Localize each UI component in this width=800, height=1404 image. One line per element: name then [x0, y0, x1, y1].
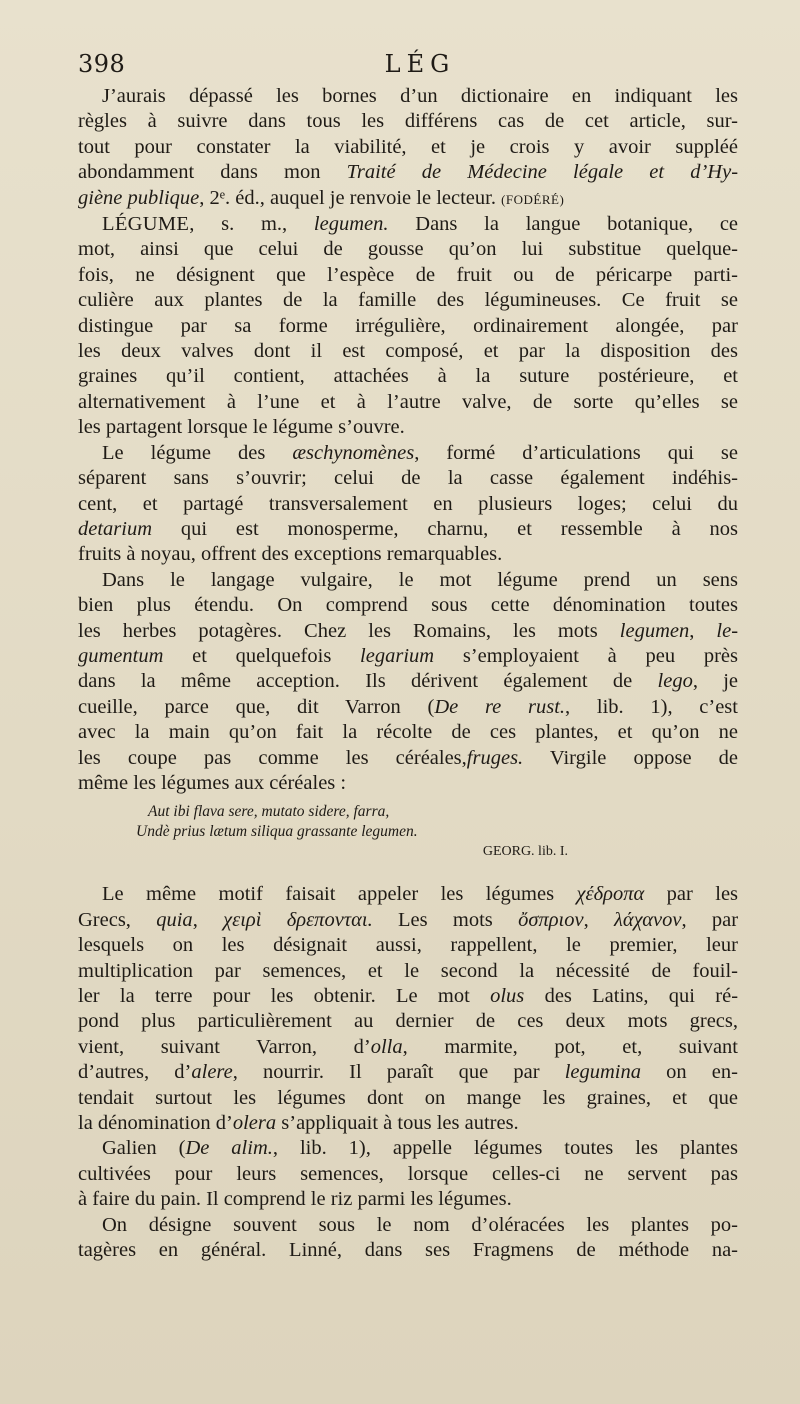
- text-line: [78, 984, 738, 1009]
- text-run: Galien (: [102, 1137, 186, 1160]
- text-run: , s. m.,: [189, 213, 288, 236]
- text-line: On désigne souvent sous le nom d’oléracées les plantes po-: [102, 1213, 738, 1236]
- text-run: d’autres, d’: [78, 1061, 192, 1084]
- latin-term: alere: [191, 1061, 233, 1084]
- latin-term: legumina: [564, 1061, 641, 1084]
- text-run: s’appliquait à tous les autres.: [281, 1112, 519, 1135]
- text-line: tagères en général. Linné, dans ses Fragmens de méthode na-: [78, 1239, 738, 1262]
- text-run: , marmite, pot, et, suivant: [402, 1035, 738, 1058]
- paragraph-galien: [78, 1136, 738, 1212]
- text-line: [78, 695, 738, 720]
- latin-term: le-: [716, 619, 739, 642]
- text-line: Dans le langage vulgaire, le mot légume prend un sens: [102, 568, 738, 591]
- text-line: [78, 1111, 738, 1136]
- quotation-source: GEORG. lib. I.: [482, 844, 568, 860]
- text-line: graines qu’il contient, attachées à la suture postérieure, et: [78, 365, 738, 388]
- text-run: Dans la langue botanique, ce: [415, 213, 739, 236]
- text-line: tout pour constater la viabilité, et je crois y avoir suppléé: [78, 135, 738, 158]
- text-run: , lib. 1), c’est: [565, 695, 738, 718]
- latin-term: legumen.: [313, 213, 389, 236]
- text-run: qui est monosperme, charnu, et ressemble à nos: [180, 517, 738, 540]
- text-run: ,: [689, 619, 695, 642]
- latin-term: gumentum: [78, 644, 164, 667]
- text-line: fruits à noyau, offrent des exceptions remarquables.: [78, 543, 503, 566]
- text-line: [78, 908, 738, 933]
- text-line: alternativement à l’une et à l’autre valve, de sorte qu’elles se: [78, 390, 738, 413]
- text-line: [78, 882, 738, 907]
- paragraph-greek-terms: [78, 882, 738, 1136]
- text-run: les herbes potagères. Chez les Romains, les mots: [78, 619, 598, 642]
- running-head: LÉG: [384, 50, 456, 78]
- text-run: , formé d’articulations qui se: [414, 441, 738, 464]
- text-run: ler la terre pour les obtenir. Le mot: [78, 985, 470, 1007]
- text-line: lesquels on les désignait aussi, rappellent, le premier, leur: [78, 934, 738, 957]
- text-run: , lib. 1), appelle légumes toutes les plantes: [272, 1137, 738, 1160]
- paragraph-exceptions: [78, 441, 738, 568]
- greek-term: χέδροπα: [576, 883, 645, 906]
- paragraph-legume-definition: [78, 212, 738, 441]
- text-run: dans la même acception. Ils dérivent également de: [78, 670, 633, 693]
- text-line: cultivées pour leurs semences, lorsque celles-ci ne servent pas: [78, 1162, 738, 1185]
- greek-term: λάχανον: [614, 908, 682, 931]
- text-run: s’employaient à peu près: [462, 644, 738, 667]
- text-run: Le légume des: [102, 441, 266, 464]
- text-line: fois, ne désignent que l’espèce de fruit ou de péricarpe parti-: [78, 263, 738, 286]
- page-header: [78, 50, 762, 84]
- text-run: , par: [681, 908, 739, 931]
- latin-term: legarium: [360, 644, 435, 667]
- text-line: [78, 1060, 738, 1085]
- text-run: Grecs,: [78, 908, 131, 931]
- text-run: Le même motif faisait appeler les légumes: [102, 883, 555, 906]
- latin-term: legumen: [619, 619, 690, 642]
- text-run: abondamment dans mon: [78, 161, 321, 184]
- text-line: les partagent lorsque le légume s’ouvre.: [78, 416, 405, 439]
- text-line: J’aurais dépassé les bornes d’un dictionaire en indiquant les: [102, 85, 738, 107]
- text-line: avec la main qu’on fait la récolte de ces plantes, et qu’on ne: [78, 721, 738, 744]
- text-run: , je: [692, 670, 739, 693]
- latin-term: fruges.: [466, 746, 524, 769]
- verse-line: Aut ibi flava sere, mutato sidere, farra,: [148, 803, 390, 821]
- author-signature: (FODÉRÉ): [501, 191, 565, 207]
- greek-term: χειρὶ δρεπονται.: [223, 908, 373, 931]
- text-run: des Latins, qui ré-: [544, 985, 739, 1007]
- book-title: giène publique: [78, 186, 200, 209]
- text-run: et quelquefois: [192, 644, 332, 667]
- latin-term: detarium: [78, 517, 153, 540]
- latin-term: olus: [490, 985, 525, 1007]
- text-line: [78, 186, 738, 212]
- latin-quotation: [78, 802, 738, 862]
- text-line: même les légumes aux céréales :: [78, 771, 347, 794]
- text-run: cueille, parce que, dit Varron (: [78, 695, 435, 718]
- paragraph-langage-vulgaire: [78, 568, 738, 797]
- text-run: , nourrir. Il paraît que par: [232, 1061, 540, 1084]
- text-run: par les: [666, 883, 739, 906]
- text-line: à faire du pain. Il comprend le riz parmi les légumes.: [78, 1188, 512, 1211]
- text-line: mot, ainsi que celui de gousse qu’on lui substitue quelque-: [78, 238, 738, 261]
- text-line: règles à suivre dans tous les différens cas de cet article, sur-: [78, 110, 738, 133]
- text-line: séparent sans s’ouvrir; celui de la casse également indéhis-: [78, 467, 738, 490]
- latin-term: quia: [156, 908, 193, 931]
- text-run: vient, suivant Varron, d’: [78, 1035, 371, 1058]
- text-run: ,: [583, 908, 589, 931]
- text-run: ,: [192, 908, 198, 931]
- latin-term: æschynomènes: [292, 441, 415, 464]
- text-line: [78, 746, 738, 771]
- text-run: les coupe pas comme les céréales,: [78, 746, 467, 769]
- book-title: De alim.: [185, 1137, 273, 1160]
- text-line: [78, 160, 738, 185]
- text-run: on en-: [666, 1061, 738, 1084]
- text-line: [78, 212, 738, 237]
- text-run: la dénomination d’: [78, 1112, 233, 1135]
- text-line: [78, 669, 738, 694]
- text-line: [78, 1136, 738, 1161]
- latin-term: olera: [232, 1112, 277, 1135]
- paragraph-oleracees: [78, 1213, 738, 1264]
- latin-term: olla: [370, 1035, 403, 1058]
- book-title: Traité de Médecine légale et d’Hy-: [346, 161, 739, 184]
- text-run: , 2ᵉ. éd., auquel je renvoie le lecteur.: [199, 186, 496, 209]
- text-line: culière aux plantes de la famille des légumineuses. Ce fruit se: [78, 289, 738, 312]
- text-run: Les mots: [398, 908, 493, 931]
- text-line: [78, 1035, 738, 1060]
- text-line: tendait surtout les légumes dont on mange les graines, et que: [78, 1086, 738, 1109]
- body-text: [78, 84, 738, 1263]
- verse-line: Undè prius lætum siliqua grassante legumen.: [136, 823, 418, 841]
- greek-term: ὄσπριον: [518, 908, 584, 931]
- text-line: distingue par sa forme irrégulière, ordinairement alongée, par: [78, 314, 738, 337]
- paragraph-viabilite: [78, 84, 738, 212]
- text-line: pond plus particulièrement au dernier de ces deux mots grecs,: [78, 1010, 738, 1033]
- text-line: cent, et partagé transversalement en plusieurs loges; celui du: [78, 492, 738, 515]
- text-line: les deux valves dont il est composé, et par la disposition des: [78, 340, 738, 363]
- text-line: [78, 619, 738, 644]
- text-line: [78, 441, 738, 466]
- page-number: 398: [78, 50, 126, 78]
- headword: LÉGUME: [102, 213, 190, 236]
- text-line: [78, 517, 738, 542]
- latin-term: lego: [657, 670, 693, 693]
- text-run: Virgile oppose de: [549, 746, 738, 769]
- text-line: multiplication par semences, et le second la nécessité de fouil-: [78, 959, 738, 982]
- book-title: De re rust.: [434, 695, 566, 718]
- text-line: bien plus étendu. On comprend sous cette dénomination toutes: [78, 594, 738, 617]
- text-line: [78, 644, 738, 669]
